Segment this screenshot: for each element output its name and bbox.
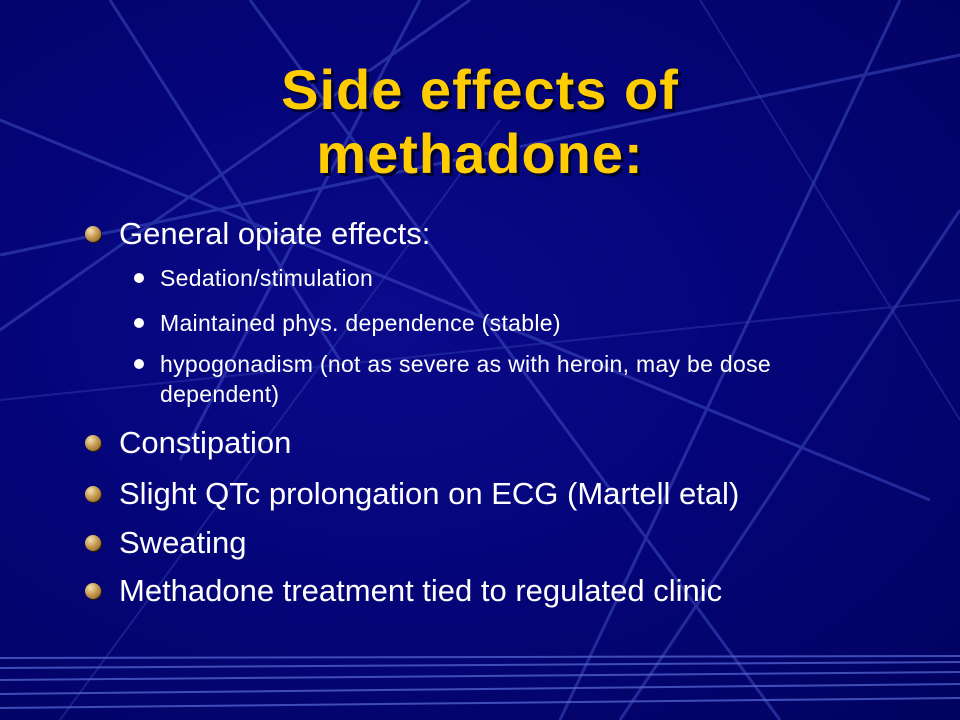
bullet-text: Methadone treatment tied to regulated clinic — [119, 573, 723, 608]
sub-bullet-item — [160, 349, 880, 409]
bullet-text: General opiate effects: — [119, 216, 431, 251]
bullet-item — [119, 216, 430, 252]
bullet-item — [119, 525, 247, 561]
bullet-item — [119, 425, 291, 461]
sub-bullet-text: hypogonadism (not as severe as with heroin, may be dose dependent) — [160, 351, 771, 407]
bullet-item — [119, 476, 739, 512]
slide-title: Side effects of methadone: — [281, 58, 679, 185]
bronze-sphere-bullet-icon — [85, 535, 101, 551]
bronze-sphere-bullet-icon — [85, 486, 101, 502]
bullet-text: Slight QTc prolongation on ECG (Martell etal) — [119, 476, 740, 511]
sub-bullet-text: Sedation/stimulation — [160, 265, 374, 291]
bullet-text: Sweating — [119, 525, 247, 560]
bronze-sphere-bullet-icon — [85, 583, 101, 599]
bronze-sphere-bullet-icon — [85, 435, 101, 451]
white-dot-bullet-icon — [134, 359, 144, 369]
bullet-item — [119, 573, 722, 609]
white-dot-bullet-icon — [134, 273, 144, 283]
bronze-sphere-bullet-icon — [85, 226, 101, 242]
sub-bullet-item — [160, 308, 880, 338]
sub-bullet-text: Maintained phys. dependence (stable) — [160, 310, 561, 336]
bullet-text: Constipation — [119, 425, 292, 460]
white-dot-bullet-icon — [134, 318, 144, 328]
sub-bullet-item — [160, 263, 880, 293]
